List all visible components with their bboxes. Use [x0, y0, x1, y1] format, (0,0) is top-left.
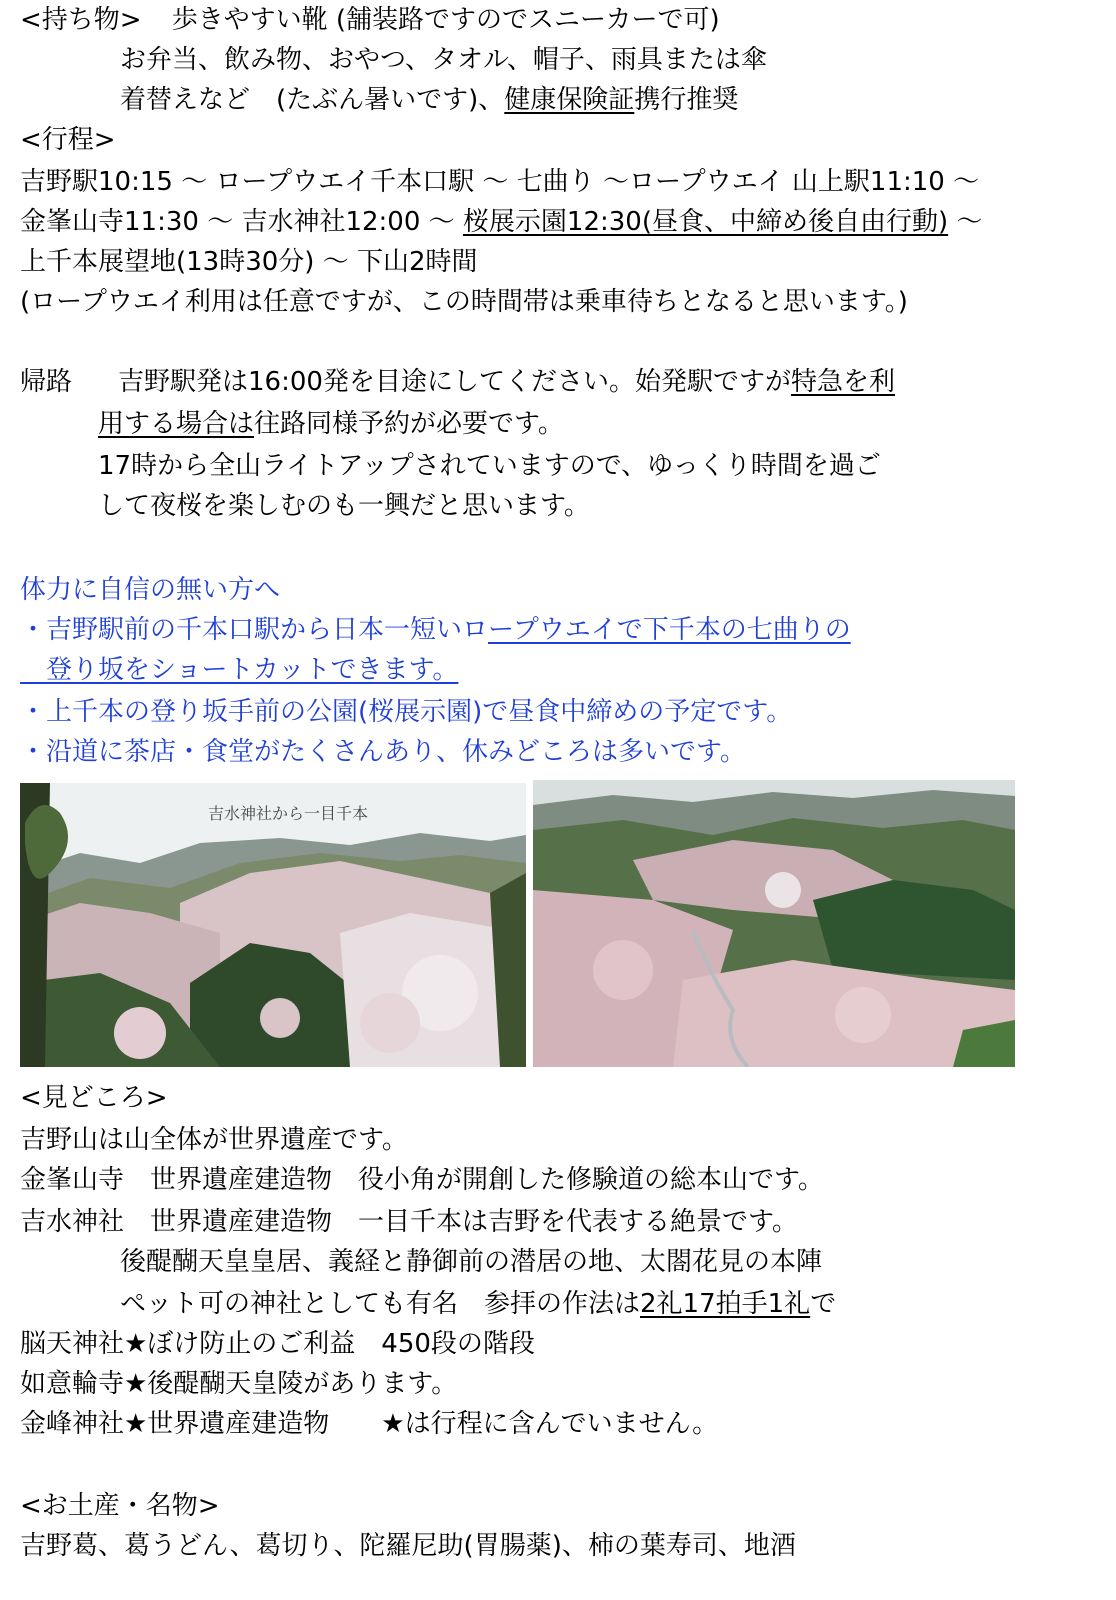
- return-line-1: [20, 366, 895, 398]
- notice-line-3: ・上千本の登り坂手前の公園(桜展示園)で昼食中締めの予定です。: [20, 697, 793, 727]
- highlights-line-1: 吉野山は山全体が世界遺産です。: [20, 1125, 408, 1155]
- belongings-clothes: 着替えなど (たぶん暑いです)、: [120, 85, 505, 115]
- express-link[interactable]: 特急を利: [790, 367, 895, 397]
- return-line-4: して夜桜を楽しむのも一興だと思います。: [98, 491, 590, 521]
- shortcut-link[interactable]: 登り坂をショートカットできます。: [20, 655, 459, 685]
- notice-ropeway-text: ・吉野駅前の千本口駅から日本一短いロ: [20, 615, 489, 645]
- return-reservation: 往路同様予約が必要です。: [254, 409, 564, 439]
- belongings-heading: <持ち物>: [20, 5, 142, 35]
- itinerary-line-2-start: 金峯山寺11:30 〜 吉水神社12:00 〜: [20, 207, 463, 237]
- return-line-3: 17時から全山ライトアップされていますので、ゆっくり時間を過ご: [98, 451, 881, 481]
- belongings-shoes: 歩きやすい靴 (舗装路ですのでスニーカーで可): [171, 5, 720, 35]
- belongings-line-3: [120, 84, 738, 116]
- belongings-line-2: お弁当、飲み物、おやつ、タオル、帽子、雨具または傘: [120, 45, 767, 75]
- sakura-garden-link[interactable]: 桜展示園12:30(昼食、中締め後自由行動): [462, 207, 949, 237]
- highlights-pet-text: ペット可の神社としても有名 参拝の作法は: [120, 1289, 641, 1319]
- itinerary-line-2-end: 〜: [948, 207, 983, 237]
- express-link-cont[interactable]: 用する場合は: [98, 409, 255, 439]
- highlights-line-6: 脳天神社★ぼけ防止のご利益 450段の階段: [20, 1329, 535, 1359]
- itinerary-note: (ロープウエイ利用は任意ですが、この時間帯は乗車待ちとなると思います。): [20, 287, 908, 317]
- notice-line-2: [20, 654, 458, 686]
- highlights-heading: <見どころ>: [20, 1083, 168, 1113]
- itinerary-line-3: 上千本展望地(13時30分) 〜 下山2時間: [20, 247, 478, 277]
- worship-manner-link[interactable]: 2礼17拍手1礼: [640, 1289, 811, 1319]
- itinerary-line-2: [20, 206, 982, 238]
- highlights-line-4: 後醍醐天皇皇居、義経と静御前の潜居の地、太閤花見の本陣: [120, 1247, 823, 1277]
- souvenirs-heading: <お土産・名物>: [20, 1491, 220, 1521]
- souvenirs-line-1: 吉野葛、葛うどん、葛切り、陀羅尼助(胃腸薬)、柿の葉寿司、地酒: [20, 1531, 796, 1561]
- belongings-recommend: 携行推奨: [634, 85, 739, 115]
- photo-caption: 吉水神社から一目千本: [208, 806, 369, 823]
- return-label: 帰路: [20, 367, 73, 397]
- highlights-line-2: 金峯山寺 世界遺産建造物 役小角が開創した修験道の総本山です。: [20, 1165, 824, 1195]
- ropeway-link[interactable]: ープウエイで下千本の七曲りの: [488, 615, 851, 645]
- itinerary-heading: <行程>: [20, 125, 116, 155]
- notice-heading: 体力に自信の無い方へ: [20, 575, 281, 605]
- highlights-line-5-end: で: [810, 1289, 837, 1319]
- highlights-line-7: 如意輪寺★後醍醐天皇陵があります。: [20, 1369, 458, 1399]
- highlights-line-8: 金峰神社★世界遺産建造物 ★は行程に含んでいません。: [20, 1409, 719, 1439]
- landscape-left-image: [20, 783, 526, 1067]
- highlights-line-5: [120, 1288, 836, 1320]
- health-insurance-link[interactable]: 健康保険証: [504, 85, 635, 115]
- return-departure: 吉野駅発は16:00発を目途にしてください。始発駅ですが: [118, 367, 791, 397]
- notice-line-4: ・沿道に茶店・食堂がたくさんあり、休みどころは多いです。: [20, 737, 746, 767]
- landscape-right-image: [533, 780, 1015, 1067]
- belongings-line-1: [20, 4, 720, 36]
- return-line-2: [98, 408, 564, 440]
- highlights-line-3: 吉水神社 世界遺産建造物 一目千本は吉野を代表する絶景です。: [20, 1207, 798, 1237]
- photo-yoshino-aerial: [533, 780, 1015, 1067]
- notice-line-1: [20, 614, 851, 646]
- itinerary-line-1: 吉野駅10:15 〜 ロープウエイ千本口駅 〜 七曲り 〜ロープウエイ 山上駅11:10 〜: [20, 167, 980, 197]
- photo-hitome-senbon: [20, 783, 526, 1067]
